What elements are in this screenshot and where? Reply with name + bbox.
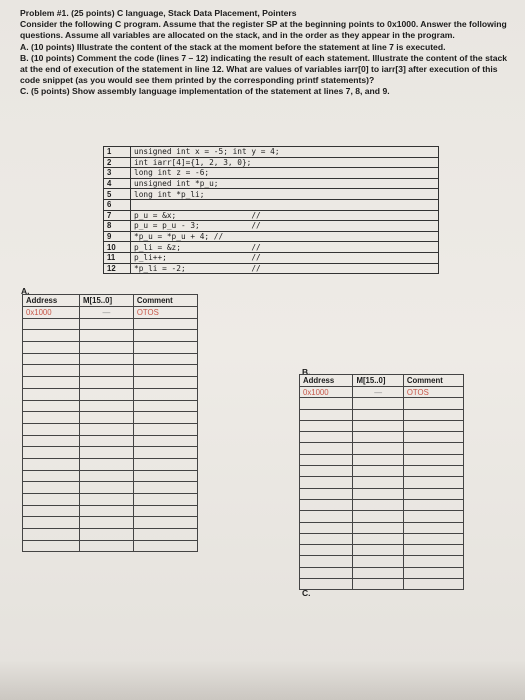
- table-row: [300, 454, 464, 465]
- table-cell[interactable]: [403, 466, 463, 477]
- code-line-text: unsigned int *p_u;: [131, 178, 439, 189]
- table-cell[interactable]: [23, 388, 80, 400]
- table-cell[interactable]: [23, 517, 80, 529]
- table-cell[interactable]: [133, 482, 197, 494]
- table-row: [300, 477, 464, 488]
- table-row: [23, 423, 198, 435]
- table-row: [300, 545, 464, 556]
- code-line: [104, 210, 439, 221]
- table-cell[interactable]: [353, 432, 403, 443]
- table-cell[interactable]: [133, 412, 197, 424]
- table-row: [300, 533, 464, 544]
- part-c-text: C. (5 points) Show assembly language implementation of the statement at lines 7, 8, and 9.: [20, 86, 390, 97]
- code-line-number: 8: [104, 221, 131, 232]
- table-cell[interactable]: [133, 377, 197, 389]
- code-line-number: 11: [104, 252, 131, 263]
- table-cell[interactable]: [80, 330, 134, 342]
- table-row: [23, 435, 198, 447]
- column-header: Comment: [133, 295, 197, 307]
- code-line-number: 2: [104, 157, 131, 168]
- table-row: [300, 420, 464, 431]
- table-cell[interactable]: [80, 400, 134, 412]
- table-cell[interactable]: [353, 556, 403, 567]
- table-cell[interactable]: [300, 488, 353, 499]
- table-cell[interactable]: [353, 398, 403, 409]
- table-row: [23, 377, 198, 389]
- table-cell[interactable]: [353, 522, 403, 533]
- table-row: [300, 387, 464, 398]
- table-cell[interactable]: [353, 499, 403, 510]
- code-line-text: p_li = &z; //: [131, 242, 439, 253]
- table-cell[interactable]: [403, 398, 463, 409]
- table-row: [23, 307, 198, 319]
- table-cell[interactable]: [133, 458, 197, 470]
- table-cell[interactable]: [133, 470, 197, 482]
- table-cell[interactable]: [133, 353, 197, 365]
- table-cell[interactable]: [80, 353, 134, 365]
- table-cell[interactable]: [133, 494, 197, 506]
- table-cell[interactable]: [80, 423, 134, 435]
- table-cell[interactable]: [403, 579, 463, 590]
- code-line: [104, 231, 439, 242]
- table-cell[interactable]: [80, 365, 134, 377]
- table-cell[interactable]: [403, 454, 463, 465]
- table-cell[interactable]: [300, 454, 353, 465]
- code-line-text: long int *p_li;: [131, 189, 439, 200]
- table-cell[interactable]: [300, 477, 353, 488]
- table-cell[interactable]: [80, 447, 134, 459]
- table-row: [23, 318, 198, 330]
- table-cell[interactable]: [300, 499, 353, 510]
- table-cell[interactable]: [133, 423, 197, 435]
- table-cell[interactable]: [133, 435, 197, 447]
- table-cell[interactable]: [80, 342, 134, 354]
- table-cell[interactable]: [300, 567, 353, 578]
- code-listing: [103, 146, 439, 274]
- table-cell[interactable]: [80, 470, 134, 482]
- column-header: M[15..0]: [353, 375, 403, 387]
- table-cell[interactable]: [300, 420, 353, 431]
- code-line: [104, 157, 439, 168]
- table-cell[interactable]: [403, 477, 463, 488]
- table-row: [23, 529, 198, 541]
- table-cell[interactable]: [80, 435, 134, 447]
- table-row: [23, 447, 198, 459]
- table-cell[interactable]: —: [353, 387, 403, 398]
- code-line: [104, 221, 439, 232]
- code-line: [104, 189, 439, 200]
- table-cell[interactable]: [403, 511, 463, 522]
- table-cell[interactable]: [23, 435, 80, 447]
- code-line-number: 4: [104, 178, 131, 189]
- table-cell[interactable]: [353, 533, 403, 544]
- table-cell[interactable]: [133, 529, 197, 541]
- table-row: [23, 494, 198, 506]
- table-row: [300, 398, 464, 409]
- table-cell[interactable]: [300, 398, 353, 409]
- code-line-number: 5: [104, 189, 131, 200]
- code-line-text: *p_li = -2; //: [131, 263, 439, 274]
- column-header: Address: [300, 375, 353, 387]
- table-cell[interactable]: [80, 529, 134, 541]
- section-b-label: B.: [302, 367, 311, 377]
- table-cell[interactable]: [23, 482, 80, 494]
- table-cell[interactable]: [23, 412, 80, 424]
- table-row: [300, 499, 464, 510]
- table-cell[interactable]: [353, 466, 403, 477]
- table-row: [23, 388, 198, 400]
- table-cell[interactable]: [133, 540, 197, 552]
- table-row: [23, 400, 198, 412]
- part-a-text: A. (10 points) Illustrate the content of the stack at the moment before the statement at line 7 is executed.: [20, 41, 446, 52]
- table-cell[interactable]: [23, 494, 80, 506]
- code-line-number: 6: [104, 199, 131, 210]
- table-cell[interactable]: [23, 353, 80, 365]
- table-row: [23, 540, 198, 552]
- code-line-number: 1: [104, 147, 131, 158]
- table-cell[interactable]: [300, 443, 353, 454]
- table-cell[interactable]: 0x1000: [23, 307, 80, 319]
- table-cell[interactable]: [23, 529, 80, 541]
- table-cell[interactable]: [353, 454, 403, 465]
- table-cell[interactable]: [353, 477, 403, 488]
- table-cell[interactable]: [80, 377, 134, 389]
- table-cell[interactable]: [80, 505, 134, 517]
- table-cell[interactable]: [353, 409, 403, 420]
- table-cell[interactable]: [23, 423, 80, 435]
- table-row: [23, 470, 198, 482]
- table-row: [300, 409, 464, 420]
- table-cell[interactable]: [300, 556, 353, 567]
- table-row: [300, 511, 464, 522]
- table-cell[interactable]: —: [80, 307, 134, 319]
- table-cell[interactable]: 0x1000: [300, 387, 353, 398]
- problem-intro: Consider the following C program. Assume that the register SP at the beginning points to 0x1000. Answer the following questions. Assume all variables are allocated on the stack, and in the order as they appear in the program.: [20, 19, 507, 41]
- code-line-number: 12: [104, 263, 131, 274]
- table-cell[interactable]: [403, 556, 463, 567]
- table-cell[interactable]: [23, 400, 80, 412]
- table-cell[interactable]: [133, 365, 197, 377]
- table-cell[interactable]: [80, 388, 134, 400]
- stack-table-b: [299, 374, 464, 590]
- table-cell[interactable]: [353, 579, 403, 590]
- table-cell[interactable]: [80, 494, 134, 506]
- table-cell[interactable]: [353, 420, 403, 431]
- table-cell[interactable]: OTOS: [403, 387, 463, 398]
- table-cell[interactable]: [80, 482, 134, 494]
- code-line: [104, 242, 439, 253]
- table-cell[interactable]: [23, 540, 80, 552]
- table-row: [300, 443, 464, 454]
- table-cell[interactable]: [353, 488, 403, 499]
- table-cell[interactable]: [23, 342, 80, 354]
- code-line-text: unsigned int x = -5; int y = 4;: [131, 147, 439, 158]
- table-cell[interactable]: [23, 447, 80, 459]
- table-cell[interactable]: [133, 517, 197, 529]
- problem-statement: [20, 8, 515, 98]
- table-cell[interactable]: [403, 488, 463, 499]
- code-line-number: 7: [104, 210, 131, 221]
- table-cell[interactable]: [23, 470, 80, 482]
- table-cell[interactable]: [133, 330, 197, 342]
- table-cell[interactable]: [23, 377, 80, 389]
- table-cell[interactable]: [300, 466, 353, 477]
- code-line-text: p_li++; //: [131, 252, 439, 263]
- code-line: [104, 147, 439, 158]
- table-cell[interactable]: [23, 330, 80, 342]
- table-cell[interactable]: [300, 409, 353, 420]
- code-line-text: *p_u = *p_u + 4; //: [131, 231, 439, 242]
- table-cell[interactable]: [403, 533, 463, 544]
- table-cell[interactable]: [300, 522, 353, 533]
- table-cell[interactable]: [403, 522, 463, 533]
- table-cell[interactable]: OTOS: [133, 307, 197, 319]
- code-line-text: p_u = &x; //: [131, 210, 439, 221]
- code-line-number: 3: [104, 168, 131, 179]
- code-line: [104, 199, 439, 210]
- table-cell[interactable]: [403, 420, 463, 431]
- table-cell[interactable]: [300, 511, 353, 522]
- table-row: [23, 365, 198, 377]
- table-row: [300, 522, 464, 533]
- table-header-row: [23, 295, 198, 307]
- problem-title: Problem #1. (25 points) C language, Stack Data Placement, Pointers: [20, 8, 297, 18]
- table-header-row: [300, 375, 464, 387]
- table-cell[interactable]: [300, 545, 353, 556]
- table-cell[interactable]: [403, 567, 463, 578]
- table-cell[interactable]: [133, 342, 197, 354]
- column-header: Comment: [403, 375, 463, 387]
- table-cell[interactable]: [403, 409, 463, 420]
- table-cell[interactable]: [80, 517, 134, 529]
- table-row: [300, 579, 464, 590]
- table-cell[interactable]: [403, 545, 463, 556]
- code-line-number: 9: [104, 231, 131, 242]
- table-cell[interactable]: [133, 400, 197, 412]
- part-b-text: B. (10 points) Comment the code (lines 7 – 12) indicating the result of each statement. Illustrate the content of the stack at the end of execution of the statement in line 12. What are values of variables iarr[0] to iarr[3] after execution of this code snippet (as you would see them printed by the corresponding printf statements)?: [20, 52, 508, 86]
- code-line: [104, 252, 439, 263]
- table-cell[interactable]: [80, 318, 134, 330]
- table-cell[interactable]: [300, 432, 353, 443]
- table-cell[interactable]: [133, 388, 197, 400]
- table-row: [23, 330, 198, 342]
- code-line: [104, 178, 439, 189]
- code-line-text: p_u = p_u - 3; //: [131, 221, 439, 232]
- section-c-label: C.: [302, 588, 311, 598]
- section-a-label: A.: [21, 286, 30, 296]
- table-cell[interactable]: [23, 318, 80, 330]
- table-row: [23, 353, 198, 365]
- code-line-text: long int z = -6;: [131, 168, 439, 179]
- table-row: [23, 482, 198, 494]
- table-row: [23, 342, 198, 354]
- stack-table-a: [22, 294, 198, 552]
- code-line-text: int iarr[4]={1, 2, 3, 0};: [131, 157, 439, 168]
- table-row: [300, 466, 464, 477]
- table-cell[interactable]: [23, 458, 80, 470]
- table-cell[interactable]: [80, 458, 134, 470]
- table-cell[interactable]: [23, 365, 80, 377]
- table-cell[interactable]: [133, 505, 197, 517]
- page-shadow: [0, 660, 525, 700]
- table-cell[interactable]: [133, 447, 197, 459]
- table-row: [23, 458, 198, 470]
- table-row: [23, 412, 198, 424]
- table-cell[interactable]: [133, 318, 197, 330]
- table-row: [300, 556, 464, 567]
- table-cell[interactable]: [300, 533, 353, 544]
- table-row: [300, 488, 464, 499]
- table-row: [23, 505, 198, 517]
- table-cell[interactable]: [80, 412, 134, 424]
- table-cell[interactable]: [403, 499, 463, 510]
- table-row: [300, 432, 464, 443]
- table-cell[interactable]: [403, 443, 463, 454]
- table-cell[interactable]: [80, 540, 134, 552]
- code-line: [104, 263, 439, 274]
- column-header: M[15..0]: [80, 295, 134, 307]
- table-row: [300, 567, 464, 578]
- table-cell[interactable]: [403, 432, 463, 443]
- table-cell[interactable]: [353, 443, 403, 454]
- table-row: [23, 517, 198, 529]
- table-cell[interactable]: [353, 545, 403, 556]
- table-cell[interactable]: [353, 511, 403, 522]
- code-line-number: 10: [104, 242, 131, 253]
- column-header: Address: [23, 295, 80, 307]
- code-line: [104, 168, 439, 179]
- code-line-text: [131, 199, 439, 210]
- table-cell[interactable]: [353, 567, 403, 578]
- table-cell[interactable]: [23, 505, 80, 517]
